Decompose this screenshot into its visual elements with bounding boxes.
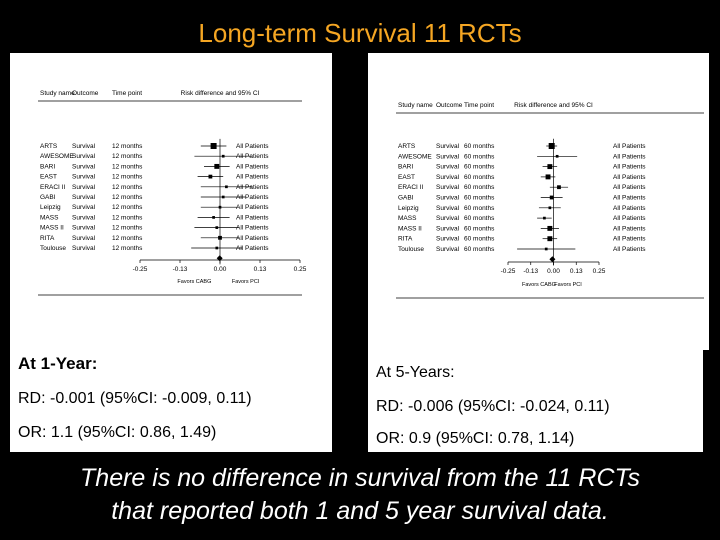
study-point — [545, 248, 548, 251]
header-study: Study name — [40, 90, 75, 97]
study-time: 60 months — [464, 184, 495, 192]
study-point — [222, 155, 225, 158]
study-point — [556, 155, 559, 158]
study-point — [550, 196, 554, 200]
study-outcome: Survival — [436, 153, 460, 161]
study-subgroup: All Patients — [613, 204, 646, 212]
x-tick-label: 0.13 — [253, 266, 267, 273]
study-subgroup: All Patients — [613, 173, 646, 181]
favors-right-label: Favors PCI — [554, 282, 582, 288]
left-stats-or: OR: 1.1 (95%CI: 0.86, 1.49) — [18, 424, 217, 441]
study-point — [209, 175, 213, 179]
study-time: 12 months — [112, 245, 143, 252]
study-time: 60 months — [464, 204, 495, 212]
study-name: ERACI II — [40, 183, 66, 191]
study-outcome: Survival — [436, 184, 460, 192]
x-tick-label: 0.00 — [213, 266, 227, 273]
study-outcome: Survival — [436, 225, 460, 233]
x-tick-label: 0.00 — [547, 268, 560, 275]
study-name: RITA — [40, 234, 55, 242]
study-point — [222, 196, 225, 199]
caption-line-2: that reported both 1 and 5 year survival data. — [111, 497, 609, 525]
study-subgroup: All Patients — [236, 224, 269, 232]
study-time: 60 months — [464, 163, 495, 171]
study-point — [215, 247, 218, 250]
study-point — [214, 164, 219, 169]
study-outcome: Survival — [436, 173, 460, 181]
study-time: 60 months — [464, 143, 495, 150]
header-outcome: Outcome — [72, 90, 99, 97]
study-subgroup: All Patients — [613, 153, 646, 161]
study-subgroup: All Patients — [236, 194, 269, 201]
study-name: ARTS — [398, 143, 416, 150]
study-subgroup: All Patients — [613, 225, 646, 233]
study-subgroup: All Patients — [236, 143, 269, 150]
left-stats-box — [10, 350, 332, 452]
favors-left-label: Favors CABG — [177, 279, 212, 285]
conclusion-caption — [0, 462, 720, 528]
study-subgroup: All Patients — [613, 163, 646, 171]
study-point — [549, 143, 555, 149]
study-point — [212, 216, 215, 219]
x-tick-label: -0.25 — [500, 268, 516, 275]
left-stats-heading: At 1-Year: — [18, 354, 98, 373]
study-time: 60 months — [464, 235, 495, 243]
study-outcome: Survival — [436, 204, 460, 212]
left-stats-rd: RD: -0.001 (95%CI: -0.009, 0.11) — [18, 390, 252, 407]
study-point — [211, 143, 217, 149]
study-name: BARI — [398, 163, 414, 171]
left-forest-panel — [10, 53, 332, 350]
study-outcome: Survival — [72, 245, 96, 252]
x-tick-label: -0.13 — [523, 268, 539, 275]
study-outcome: Survival — [436, 246, 460, 253]
study-outcome: Survival — [72, 173, 96, 181]
header-time: Time point — [112, 90, 143, 97]
study-subgroup: All Patients — [236, 173, 269, 181]
study-time: 12 months — [112, 143, 143, 150]
study-point — [546, 174, 551, 179]
study-time: 12 months — [112, 204, 143, 212]
slide-title: Long-term Survival 11 RCTs — [198, 18, 522, 48]
study-time: 60 months — [464, 194, 495, 202]
header-outcome: Outcome — [436, 102, 463, 109]
study-name: MASS — [398, 215, 417, 223]
study-name: GABI — [40, 194, 56, 201]
study-name: BARI — [40, 163, 56, 171]
study-name: ARTS — [40, 143, 58, 150]
study-subgroup: All Patients — [236, 214, 269, 222]
study-subgroup: All Patients — [613, 143, 646, 150]
study-time: 12 months — [112, 153, 143, 161]
study-outcome: Survival — [72, 143, 96, 150]
study-subgroup: All Patients — [236, 163, 269, 171]
favors-left-label: Favors CABG — [521, 282, 556, 288]
x-tick-label: -0.25 — [132, 266, 148, 273]
study-point — [547, 236, 552, 241]
study-time: 12 months — [112, 163, 143, 171]
study-name: AWESOME — [398, 153, 432, 161]
study-point — [549, 206, 552, 209]
study-outcome: Survival — [72, 224, 96, 232]
study-time: 60 months — [464, 173, 495, 181]
study-outcome: Survival — [72, 214, 96, 222]
favors-right-label: Favors PCI — [231, 279, 260, 285]
study-outcome: Survival — [436, 215, 460, 223]
study-name: ERACI II — [398, 184, 424, 192]
right-forest-panel — [368, 53, 709, 350]
study-point — [543, 217, 546, 220]
study-subgroup: All Patients — [613, 215, 646, 223]
x-tick-label: 0.13 — [569, 268, 583, 275]
study-outcome: Survival — [72, 153, 96, 161]
study-subgroup: All Patients — [236, 234, 269, 242]
study-point — [557, 185, 561, 189]
study-outcome: Survival — [436, 163, 460, 171]
study-time: 60 months — [464, 153, 495, 161]
study-subgroup: All Patients — [236, 204, 269, 212]
study-subgroup: All Patients — [236, 153, 269, 161]
study-outcome: Survival — [436, 235, 460, 243]
study-name: MASS II — [398, 225, 422, 233]
study-time: 12 months — [112, 173, 143, 181]
study-name: EAST — [398, 173, 415, 181]
x-tick-label: 0.25 — [592, 268, 606, 275]
right-stats-rd: RD: -0.006 (95%CI: -0.024, 0.11) — [376, 398, 610, 415]
study-name: MASS — [40, 214, 59, 222]
x-tick-label: 0.25 — [293, 266, 307, 273]
study-time: 12 months — [112, 234, 143, 242]
study-subgroup: All Patients — [613, 246, 646, 253]
study-name: Toulouse — [40, 245, 67, 252]
header-study: Study name — [398, 102, 433, 109]
study-subgroup: All Patients — [613, 184, 646, 192]
study-name: GABI — [398, 194, 414, 202]
study-outcome: Survival — [72, 204, 96, 212]
study-subgroup: All Patients — [613, 194, 646, 202]
header-time: Time point — [464, 102, 495, 109]
study-point — [219, 206, 222, 209]
study-name: EAST — [40, 173, 57, 181]
study-name: AWESOME — [40, 153, 74, 161]
left-forest-plot — [10, 53, 332, 350]
study-time: 12 months — [112, 183, 143, 191]
right-stats-or: OR: 0.9 (95%CI: 0.78, 1.14) — [376, 430, 575, 447]
study-outcome: Survival — [72, 163, 96, 171]
caption-line-1: There is no difference in survival from the 11 RCTs — [80, 464, 640, 492]
x-tick-label: -0.13 — [172, 266, 188, 273]
pooled-diamond — [549, 256, 555, 262]
study-time: 12 months — [112, 224, 143, 232]
study-point — [215, 226, 218, 229]
study-name: Leipzig — [398, 204, 419, 212]
study-time: 12 months — [112, 194, 143, 201]
study-time: 60 months — [464, 246, 495, 253]
study-outcome: Survival — [72, 183, 96, 191]
study-subgroup: All Patients — [236, 245, 269, 252]
study-point — [547, 226, 552, 231]
study-point — [547, 164, 552, 169]
study-point — [225, 185, 228, 188]
study-outcome: Survival — [72, 194, 96, 201]
right-stats-heading: At 5-Years: — [376, 364, 455, 381]
study-subgroup: All Patients — [236, 183, 269, 191]
study-name: MASS II — [40, 224, 64, 232]
study-outcome: Survival — [436, 143, 460, 150]
study-name: Toulouse — [398, 246, 425, 253]
study-name: RITA — [398, 235, 413, 243]
study-point — [218, 236, 222, 240]
header-effect: Risk difference and 95% CI — [180, 90, 260, 97]
study-time: 60 months — [464, 225, 495, 233]
study-name: Leipzig — [40, 204, 61, 212]
header-effect: Risk difference and 95% CI — [514, 102, 593, 109]
right-forest-plot — [368, 53, 709, 350]
study-subgroup: All Patients — [613, 235, 646, 243]
study-outcome: Survival — [436, 194, 460, 202]
right-stats-box — [368, 350, 703, 452]
study-outcome: Survival — [72, 234, 96, 242]
study-time: 12 months — [112, 214, 143, 222]
study-time: 60 months — [464, 215, 495, 223]
